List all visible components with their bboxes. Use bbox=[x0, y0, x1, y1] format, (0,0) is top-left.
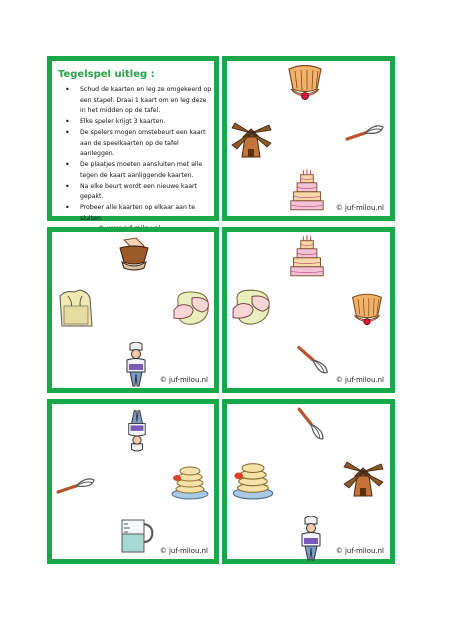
rule-item: • De plaatjes moeten aansluiten met alle tegen de kaart aanliggende kaarten. bbox=[56, 160, 214, 181]
rules-title: Tegelspel uitleg : bbox=[58, 69, 155, 80]
windmill-icon bbox=[341, 460, 385, 500]
whisk-icon bbox=[294, 338, 331, 383]
whisk-icon bbox=[345, 123, 385, 143]
tile-card-4 bbox=[47, 399, 219, 564]
card-copyright: © juf-milou.nl bbox=[335, 376, 384, 384]
rules-list bbox=[56, 85, 214, 225]
card-copyright: © juf-milou.nl bbox=[159, 376, 208, 384]
rule-item: • Na elke beurt wordt een nieuwe kaart gepakt. bbox=[56, 182, 214, 203]
tile-card-2 bbox=[47, 227, 219, 393]
rules-card bbox=[47, 56, 219, 221]
card-copyright: © juf-milou.nl bbox=[335, 204, 384, 212]
layer-cake-icon bbox=[289, 167, 325, 213]
whisk-icon bbox=[56, 476, 96, 496]
rule-item: • De spelers mogen omstebeurt een kaart aan de speelkaarten op de tafel aanleggen. bbox=[56, 128, 214, 160]
pancake-stack-icon bbox=[231, 456, 275, 500]
chef-icon bbox=[299, 516, 323, 562]
tile-card-3 bbox=[222, 227, 395, 393]
mixing-bowl-icon bbox=[114, 236, 154, 272]
layer-cake-icon bbox=[289, 234, 325, 278]
rule-item: • Schud de kaarten en leg ze omgekeerd op een stapel. Draai 1 kaart om en leg deze in het midden op de tafel. bbox=[56, 85, 214, 117]
chef-icon bbox=[126, 408, 148, 452]
windmill-icon bbox=[229, 121, 273, 161]
rule-item: • Elke speler krijgt 3 kaarten. bbox=[56, 117, 214, 128]
rule-item: • Probeer alle kaarten op elkaar aan te sluiten. bbox=[56, 203, 214, 224]
cupcake-icon bbox=[349, 292, 385, 328]
card-copyright: © juf-milou.nl bbox=[335, 547, 384, 555]
cupcake-icon bbox=[285, 65, 325, 101]
measuring-jug-icon bbox=[114, 516, 154, 556]
kneading-hands-icon bbox=[172, 288, 212, 328]
tile-card-1 bbox=[222, 56, 395, 221]
flour-bag-icon bbox=[56, 288, 96, 328]
kneading-hands-icon bbox=[231, 286, 273, 328]
whisk-icon bbox=[295, 402, 327, 446]
chef-icon bbox=[124, 342, 148, 388]
pancake-stack-icon bbox=[170, 460, 210, 500]
tile-card-5 bbox=[222, 399, 395, 564]
card-copyright: © juf-milou.nl bbox=[159, 547, 208, 555]
